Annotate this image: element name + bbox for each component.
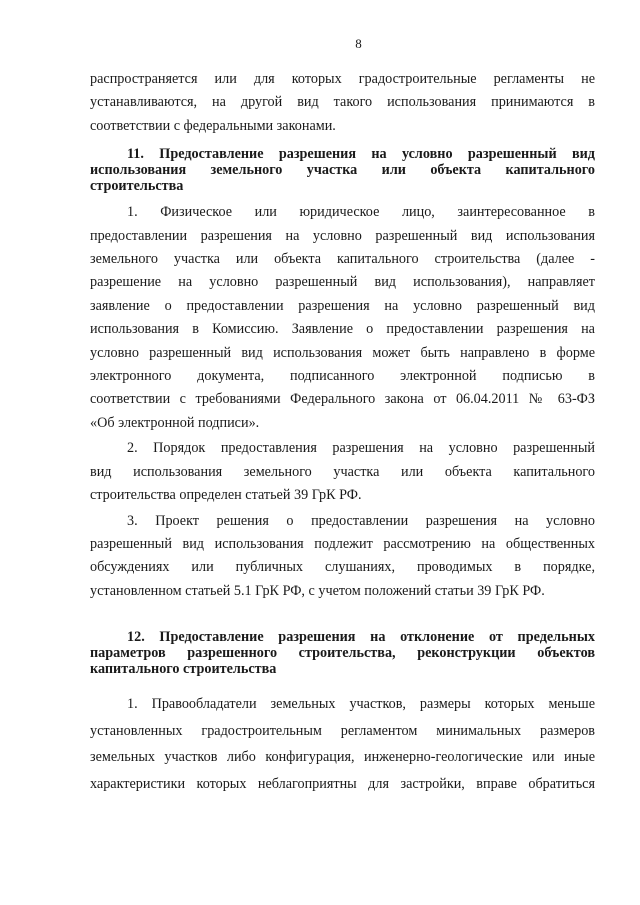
text-line: «Об электронной подписи». [90,414,260,431]
text-line: 3. Проект решения о предоставлении разрешения на условно [127,512,595,529]
heading-line: 12. Предоставление разрешения на отклонение от предельных [127,629,595,646]
text-line: 1. Физическое или юридическое лицо, заинтересованное в [127,204,595,221]
text-line: разрешенный вид использования подлежит рассмотрению на общественных [90,535,595,552]
heading-line: использования земельного участка или объекта капитального [90,162,595,179]
section-11-item-3 [90,510,595,604]
heading-line: 11. Предоставление разрешения на условно разрешенный вид [127,146,595,163]
section-11-item-2 [90,437,595,507]
text-line: электронного документа, подписанного электронной подписью в [90,368,595,385]
text-line: земельного участка или объекта капитального строительства (далее - [90,251,595,268]
section-11-item-1 [90,201,595,435]
text-line: обсуждениях или публичных слушаниях, проводимых в порядке, [90,559,595,576]
section-11-heading [90,146,595,194]
text-line: заявление о предоставлении разрешения на условно разрешенный вид [90,297,595,314]
text-line: использования в Комиссию. Заявление о предоставлении разрешения на [90,321,595,338]
text-line: 1. Правообладатели земельных участков, размеры которых меньше [127,696,595,713]
text-line: земельных участков либо конфигурация, инженерно-геологические или иные [90,749,595,766]
text-line: условно разрешенный вид использования может быть направлено в форме [90,344,595,361]
text-line: характеристики которых неблагоприятны для застройки, вправе обратиться [90,775,595,792]
heading-line: строительства [90,178,184,195]
text-line: устанавливаются, на другой вид такого использования принимаются в [90,94,595,111]
page-number: 8 [355,36,362,51]
intro-paragraph [90,68,595,138]
section-12-heading [90,629,595,677]
text-line: установленных градостроительным регламентом минимальных размеров [90,722,595,739]
text-line: соответствии с федеральными законами. [90,117,336,134]
heading-line: капитального строительства [90,661,277,678]
text-line: соответствии с требованиями Федерального закона от 06.04.2011 № 63-ФЗ [90,391,595,408]
text-line: строительства определен статьей 39 ГрК РФ. [90,487,362,504]
heading-line: параметров разрешенного строительства, реконструкции объектов [90,645,595,662]
text-line: 2. Порядок предоставления разрешения на условно разрешенный [127,440,595,457]
text-line: предоставлении разрешения на условно разрешенный вид использования [90,227,595,244]
text-line: распространяется или для которых градостроительные регламенты не [90,71,595,87]
section-12-item-1 [90,691,595,797]
text-line: разрешение на условно разрешенный вид использования), направляет [90,274,595,291]
text-line: установленном статьей 5.1 ГрК РФ, с учетом положений статьи 39 ГрК РФ. [90,582,545,599]
text-line: вид использования земельного участка или объекта капитального [90,463,595,480]
